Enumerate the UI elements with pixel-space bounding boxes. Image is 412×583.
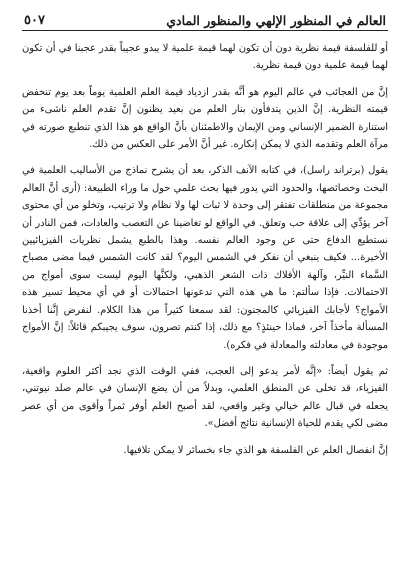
paragraph: ثم يقول أيضاً: «إنَّه لأمر يدعو إلى العجب، ففي الوقت الذي نجد أكثر العلوم واقعية، الفيزياء، قد تخلى عن المنطق العلمي، وبدلاً من أن يضع الإنسان في عالم صلد نيوتني، يجعله في قبال عالم خيالي وغير واقعي، لقد أصبح العلم أوفر ثمراً وأقوى من أي عصر مضى لكي يقدم للحياة الإنسانية نتائج أفضل». <box>22 365 388 430</box>
page-header <box>22 8 388 31</box>
paragraph: إنَّ من العجائب في عالم اليوم هو أنَّه بقدر ازدياد قيمة العلم العلمية يوماً بعد يوم تنخفض قيمته النظرية. إنَّ الذين يتدفأون بنار العلم من بعيد يظنون إنَّ تقدم العلم ناشىء من استنارة الضمير الإنساني ومن الإيمان والاطمئنان بأنَّ الواقع هو هذا الذي تنطبع صورته في مرآة العلم وتقدمه الذي لا يمكن إنكاره. غير أنَّ الأمر على العكس من ذلك. <box>22 86 388 151</box>
running-title: العالم في المنظور الإلهي والمنظور المادي <box>166 13 386 28</box>
paragraph: يقول (برتراند راسل)، في كتابه الآنف الذكر، بعد أن يشرح نماذج من الأساليب العلمية في البحث وخصائصها، والحدود التي يدور فيها بحث علمي حول ما وراء الطبيعة: (أرى أنَّ العالم مجموعة من منطلقات تفتقر إلى وحدة لا ثبات لها ولا نظام ولا ترتيب، وتخلو من أي محتوى آخر يؤدِّي إلى علاقة حب وتعلق. في الواقع لو تغاضينا عن التعصب والعادات، فمن النادر أن نستطيع الدفاع حتى عن وجود العالم نفسه. وهذا بالطبع يشمل نظريات الفيزيائيين الأخيرة... فكيف ينبغي أن نفكر في الشمس اليوم؟ لقد كانت الشمس فيما مضى مصباح السَّماء النيِّر، وآلهة الأفلاك ذات الشعر الذهبي، ولكنَّها اليوم ليست سوى أمواج من الاحتمالات. فإذا سألتم: ما هي هذه التي تدعونها احتمالات أو في أي محيط تسير هذه الأمواج؟ لأجابك الفيزيائي كالمجنون: لقد سمعنا كثيراً من هذا الكلام. لنفرض إنَّنا أخذنا المسألة مأخذاً آخر، فماذا حينئذٍ؟ مع ذلك، إذا كنتم تصرون، سوف يجيبكم قائلاً: إنَّ الأمواج موجودة في معادلته والمعادلة في فكره). <box>22 165 388 351</box>
page-number: ٥٠٧ <box>24 13 45 28</box>
paragraph: إنَّ انفصال العلم عن الفلسفة هو الذي جاء بخسائر لا يمكن تلافيها. <box>123 444 388 456</box>
page-body <box>22 40 388 459</box>
paragraph: أو للفلسفة قيمة نظرية دون أن تكون لهما قيمة علمية لا يبدو عجيباً بقدر عجبنا في أن تكون لهما قيمة علمية دون قيمة نظرية. <box>22 43 388 72</box>
